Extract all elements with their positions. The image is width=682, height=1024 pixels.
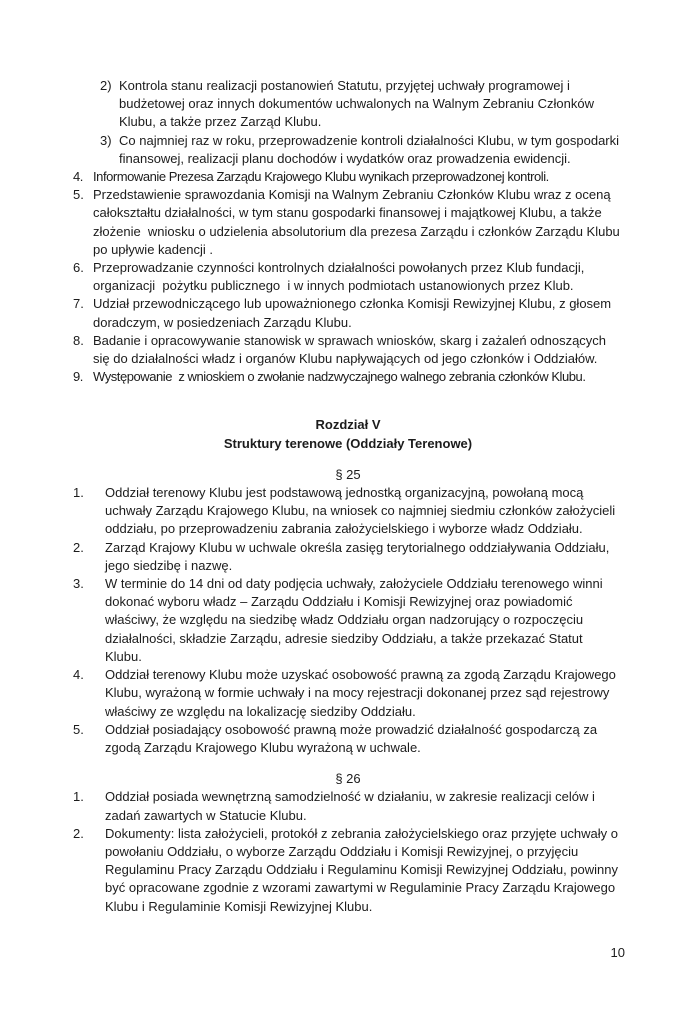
list-item xyxy=(73,368,623,386)
item-number: 1. xyxy=(73,789,84,805)
item-text: Oddział terenowy Klubu jest podstawową jednostką organizacyjną, powołaną mocą uchwały Zarządu Krajowego Klubu, na wniosek co najmniej siedmiu członków założycieli oddziału, po przeprowadzeniu zabrania założycielskiego i wyborze władz Oddziału. xyxy=(105,485,619,537)
item-text: Oddział posiada wewnętrzną samodzielność w działaniu, w zakresie realizacji celów i zadań zawartych w Statucie Klubu. xyxy=(105,789,599,823)
list-item xyxy=(73,186,628,259)
chapter-subtitle: Struktury terenowe (Oddziały Terenowe) xyxy=(223,435,473,451)
list-item xyxy=(73,332,623,368)
item-number: 6. xyxy=(73,260,84,276)
item-number: 2. xyxy=(73,825,84,841)
item-text: Występowanie z wnioskiem o zwołanie nadzwyczajnego walnego zebrania członków Klubu. xyxy=(93,369,586,385)
item-number: 4. xyxy=(73,667,84,683)
item-text: Badanie i opracowywanie stanowisk w sprawach wniosków, skarg i zażaleń odnoszących się do działalności władz i organów Klubu napływających od jego członków i Oddziałów. xyxy=(93,332,610,367)
item-text: Zarząd Krajowy Klubu w uchwale określa zasięg terytorialnego oddziaływania Oddziału, jego siedzibę i nazwę. xyxy=(105,539,613,573)
item-number: 1. xyxy=(73,485,84,501)
document-body xyxy=(73,77,628,916)
item-number: 3) xyxy=(100,132,112,148)
item-text: W terminie do 14 dni od daty podjęcia uchwały, założyciele Oddziału terenowego winni dokonać wyboru władz – Zarządu Oddziału i Komisji Rewizyjnej oraz powiadomić właściwy, że względu na siedzibę władz Oddziału organ nadzorujący o rozpoczęciu działalności, składzie Zarządu, adresie siedziby Oddziału, a także przekazać Statut Klubu. xyxy=(105,576,607,664)
list-item xyxy=(73,259,623,295)
item-number: 4. xyxy=(73,169,83,185)
list-item xyxy=(73,168,623,186)
chapter-title: Rozdział V xyxy=(315,417,381,433)
item-number: 5. xyxy=(73,187,84,203)
item-text: Oddział terenowy Klubu może uzyskać osobowość prawną za zgodą Zarządu Krajowego Klubu, wyrażoną w formie uchwały i na mocy rejestracji dokonanej przez sąd rejestrowy właściwy ze względu na lokalizację siedziby Oddziału. xyxy=(105,667,620,719)
item-number: 8. xyxy=(73,332,84,348)
list-item xyxy=(100,132,623,168)
main-numbered-list xyxy=(73,168,628,386)
item-number: 3. xyxy=(73,576,84,592)
section-26-heading: § 26 xyxy=(335,771,361,787)
item-text: Oddział posiadający osobowość prawną może prowadzić działalność gospodarczą za zgodą Zarządu Krajowego Klubu wyrażoną w uchwale. xyxy=(105,721,601,755)
list-item xyxy=(73,721,623,757)
section-25-heading: § 25 xyxy=(335,466,361,482)
list-item xyxy=(73,539,623,575)
item-text: Przeprowadzanie czynności kontrolnych działalności powołanych przez Klub fundacji, organizacji pożytku publicznego i w innych podmiotach ustanowionych przez Klub. xyxy=(93,260,588,294)
item-text: Co najmniej raz w roku, przeprowadzenie kontroli działalności Klubu, w tym gospodarki finansowej, realizacji planu dochodów i wydatków oraz prowadzenia ewidencji. xyxy=(119,132,623,166)
item-text: Dokumenty: lista założycieli, protokół z zebrania założycielskiego oraz przyjęte uchwały o powołaniu Oddziału, o wyborze Zarządu Oddziału i Komisji Rewizyjnej, o przyjęciu Regulaminu Pracy Zarządu Oddziału i Regulaminu Komisji Rewizyjnej Oddziału, powinny być opracowane zgodnie z wzorami zawartymi w Regulaminie Pracy Zarządu Krajowego Klubu i Regulaminie Komisji Rewizyjnej Klubu. xyxy=(105,825,622,914)
item-text: Udział przewodniczącego lub upoważnionego członka Komisji Rewizyjnej Klubu, z głosem doradczym, w posiedzeniach Zarządu Klubu. xyxy=(93,296,615,330)
item-text: Kontrola stanu realizacji postanowień Statutu, przyjętej uchwały programowej i budżetowej oraz innych dokumentów uchwalonych na Walnym Zebraniu Członków Klubu, a także przez Zarząd Klubu. xyxy=(119,78,598,130)
item-number: 5. xyxy=(73,721,84,737)
item-number: 7. xyxy=(73,296,84,312)
sub-point-list xyxy=(73,77,623,168)
list-item xyxy=(100,77,623,132)
item-number: 9. xyxy=(73,369,83,385)
list-item xyxy=(73,825,623,916)
list-item xyxy=(73,788,623,824)
list-item xyxy=(73,295,623,331)
list-item xyxy=(73,484,623,539)
list-item xyxy=(73,575,623,666)
item-text: Informowanie Prezesa Zarządu Krajowego Klubu wynikach przeprowadzonej kontroli. xyxy=(93,169,549,185)
section-26-list xyxy=(73,788,623,915)
section-25-list xyxy=(73,484,623,757)
item-text: Przedstawienie sprawozdania Komisji na Walnym Zebraniu Członków Klubu wraz z oceną całokształtu działalności, w tym stanu gospodarki finansowej i majątkowej Klubu, a także złożenie wniosku o udzielenia absolutorium dla prezesa Zarządu i członków Zarządu Klubu po upływie kadencji . xyxy=(93,187,628,257)
chapter-heading xyxy=(73,416,623,452)
item-number: 2) xyxy=(100,78,112,93)
list-item xyxy=(73,666,623,721)
page-number: 10 xyxy=(610,945,625,960)
item-number: 2. xyxy=(73,539,84,555)
